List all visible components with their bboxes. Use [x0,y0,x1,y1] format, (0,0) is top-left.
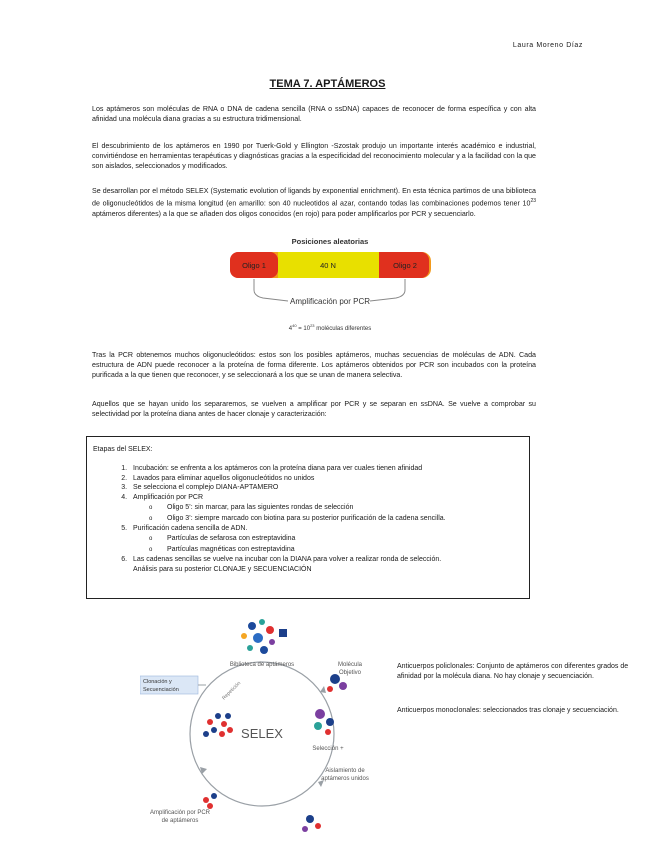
selex-text-part2: aptámeros diferentes) a la que se añaden dos oligos conocidos (en rojo) para poder amplificarlos por PCR y secuenciarlo. [92,209,476,218]
oligo-construct-figure [228,236,433,336]
page-title: TEMA 7. APTÁMEROS [269,78,386,90]
purif-sub-sepharose: o Partículas de sefarosa con estreptavidina [145,534,529,545]
step-pcr: 4. Amplificación por PCR o Oligo 5’: sin marcar, para las siguientes rondas de selección o Oligo 3’: siempre marcado con biotina para su posterior purificación de la cadena sencilla. [129,493,529,524]
library-icon [241,619,287,654]
step-washing: 2. Lavados para eliminar aquellos oligonucleótidos no unidos [129,474,529,484]
paragraph-selex-method [92,186,536,219]
cycle-arrowhead-1 [320,686,326,693]
target-molecule-icon [327,674,347,692]
step-repeat: 6. Las cadenas sencillas se vuelve na incubar con la DIANA para volver a realizar ronda de selección. Análisis para su posterior CLONAJE y SECUENCIACIÓN [129,555,529,574]
random-positions-label: Posiciones aleatorias [291,237,369,246]
pcr-arrow-right [370,279,405,301]
selex-steps-list [111,464,529,575]
paragraph-definition: Los aptámeros son moléculas de RNA o DNA de cadena sencilla (RNA o ssDNA) capaces de reconocer de forma específica y con alta afinidad una molécula diana gracias a su estructura tridimensional. [92,105,536,124]
author-name: Laura Moreno Díaz [512,42,583,49]
monoclonal-note: Anticuerpos monoclonales: seleccionados tras clonaje y secuenciación. [397,707,619,714]
paragraph-pcr-results: Tras la PCR obtenemos muchos oligonucleótidos: estos son los posibles aptámeros, muchas secuencias de moléculas de ADN. Cada estructura de ADN puede reconocer a la proteína de forma diferente. Los aptámeros obtenidos por PCR son incubados con la proteína purificada a la que tienen que reconocer, y se seleccionará a los que se unan de manera selectiva. [92,351,536,380]
step-final-line: Análisis para su posterior CLONAJE y SECUENCIACIÓN [133,566,312,574]
random-region-label: 40 N [320,261,336,270]
target-label-2: Objetivo [338,670,362,676]
combinations-formula: $4^{40} = 10^{23}$ moléculas diferentes [288,323,372,332]
selection-label: Selección + [312,746,344,752]
polyclonal-note: Anticuerpos policlonales: Conjunto de aptámeros con diferentes grados de afinidad por la molécula diana. No hay clonaje y secuenciación. [397,663,629,680]
purification-sublist [133,534,529,555]
cloning-label-1: Clonación y [143,679,172,685]
pcr-sub-oligo5: o Oligo 5’: sin marcar, para las siguientes rondas de selección [145,503,529,514]
amplification-label-1: Amplificación por PCR [149,810,211,816]
selex-exponent: 23 [530,198,536,205]
pcr-cluster-icon [203,793,217,809]
pcr-label: Amplificación por PCR [289,297,371,306]
paragraph-reamplification: Aquellos que se hayan unido los separaremos, se vuelven a amplificar por PCR y se separan en ssDNA. Se vuelve a comprobar su selectividad por la proteína diana antes de hacer clonaje y caracterización: [92,400,536,419]
isolation-label-1: Aislamiento de [325,768,365,774]
oligo1-label: Oligo 1 [242,261,266,270]
selex-text-part1: Se desarrollan por el método SELEX (Systematic evolution of ligands by exponential enrichment). En esta técnica partimos de una biblioteca de oligonucleótidos de la misma longitud (en amarillo: son 40 nucleotidos al azar, contando todas las combinaciones podemos tener 10 [92,187,536,208]
target-label-1: Molécula [337,662,363,668]
repeat-label: Repetición [221,680,243,702]
pcr-sublist [133,503,529,524]
library-label: Biblioteca de aptámeros [229,662,295,668]
selex-cycle-figure [140,614,380,844]
isolation-label-2: aptámeros unidos [321,776,369,782]
pcr-arrow-left [254,279,288,301]
selex-center-label: SELEX [241,726,283,741]
step-purification: 5. Purificación cadena sencilla de ADN. o Partículas de sefarosa con estreptavidina o Partículas magnéticas con estreptavidina [129,524,529,555]
step-incubation: 1. Incubación: se enfrenta a los aptámeros con la proteína diana para ver cuales tienen afinidad [129,464,529,474]
amplified-aptamers-icon [203,713,233,737]
isolated-aptamers-icon [302,815,321,832]
pcr-sub-oligo3: o Oligo 3’: siempre marcado con biotina para su posterior purificación de la cadena sencilla. [145,514,529,525]
purif-sub-magnetic: o Partículas magnéticas con estreptavidina [145,545,529,556]
selex-steps-title: Etapas del SELEX: [93,446,153,453]
paragraph-discovery: El descubrimiento de los aptámeros en 1990 por Tuerk-Gold y Ellington -Szostak produjo un importante interés académico e industrial, convirtiéndose en herramientas terapéuticas y diagnósticas gracias a la especificidad del reconocimiento molecular y a la facilidad con la que son aislados, seleccionados y modificados. [92,142,536,171]
selex-steps-box [86,436,530,599]
oligo2-label: Oligo 2 [393,261,417,270]
amplification-label-2: de aptámeros [161,818,199,824]
cloning-label-2: Secuenciación [143,687,179,693]
step-select-complex: 3. Se selecciona el complejo DIANA-APTAMERO [129,483,529,493]
